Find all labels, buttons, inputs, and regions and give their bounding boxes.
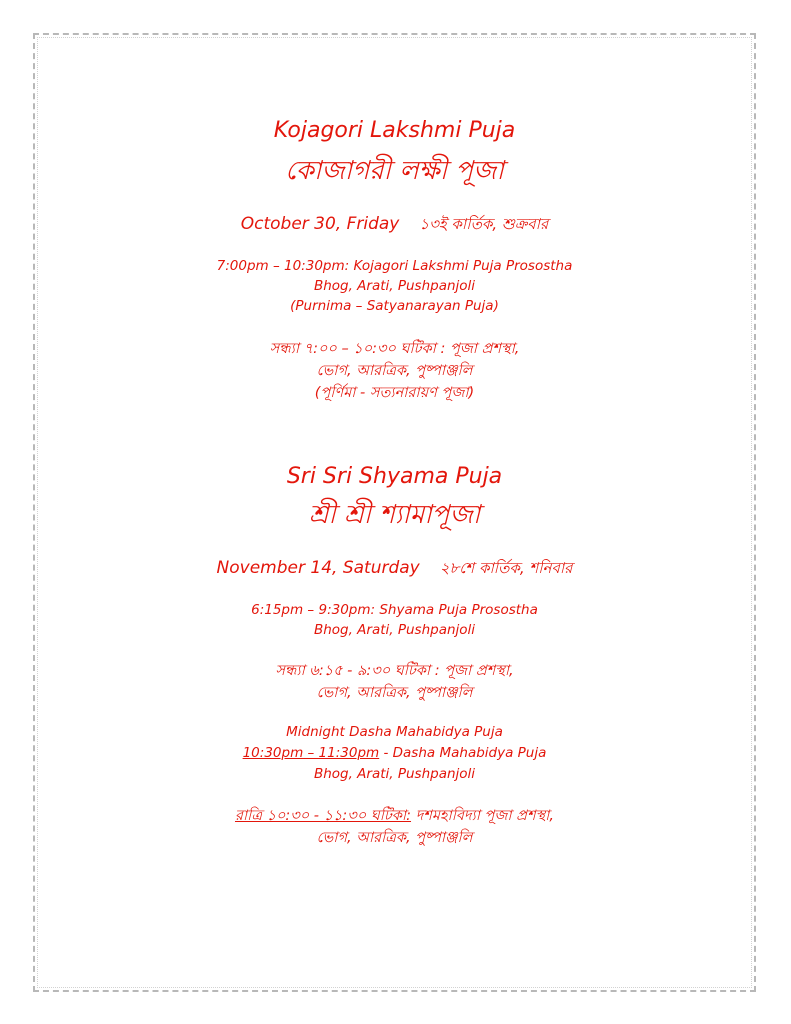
kojagori-title-bn: কোজাগরী লক্ষী পূজা xyxy=(285,156,504,186)
midnight-desc-bn: দশমহাবিদ্যা পূজা প্রশস্থা, xyxy=(411,808,554,824)
kojagori-date-bn: ১৩ই কার্তিক, শুক্রবার xyxy=(419,215,549,233)
midnight-time-line-en xyxy=(33,745,756,761)
shyama-date xyxy=(33,557,756,582)
shyama-date-en: November 14, Saturday xyxy=(216,558,420,578)
kojagori-schedule-en-3: (Purnima – Satyanarayan Puja) xyxy=(290,298,499,314)
kojagori-date-en: October 30, Friday xyxy=(240,214,400,234)
kojagori-title-en: Kojagori Lakshmi Puja xyxy=(273,118,516,143)
midnight-time-bn: রাত্রি ১০:৩০ - ১১:৩০ ঘটিকা: xyxy=(234,808,412,824)
midnight-desc-en: - Dasha Mahabidya Puja xyxy=(379,745,547,761)
shyama-schedule-bn-1: সন্ধ্যা ৬:১৫ - ৯:৩০ ঘটিকা : পূজা প্রশস্থা, xyxy=(275,663,514,679)
kojagori-schedule-en-1: 7:00pm – 10:30pm: Kojagori Lakshmi Puja Prosostha xyxy=(216,258,573,274)
midnight-time-line-bn xyxy=(33,805,756,829)
midnight-line2-en: Bhog, Arati, Pushpanjoli xyxy=(313,766,476,782)
kojagori-date xyxy=(33,213,756,238)
kojagori-schedule-bn-3: (পূর্ণিমা - সত্যনারায়ণ পূজা) xyxy=(314,385,475,401)
shyama-schedule-en-2: Bhog, Arati, Pushpanjoli xyxy=(313,622,476,638)
midnight-time-en: 10:30pm – 11:30pm xyxy=(242,745,380,761)
midnight-line2-bn: ভোগ, আরত্রিক, পুষ্পাঞ্জলি xyxy=(316,830,473,846)
shyama-schedule-bn-2: ভোগ, আরত্রিক, পুষ্পাঞ্জলি xyxy=(316,685,473,701)
shyama-title-en: Sri Sri Shyama Puja xyxy=(286,464,503,489)
shyama-date-bn: ২৮শে কার্তিক, শনিবার xyxy=(439,559,573,577)
shyama-title-bn: শ্রী শ্রী শ্যামাপূজা xyxy=(308,500,481,530)
kojagori-schedule-en-2: Bhog, Arati, Pushpanjoli xyxy=(313,278,476,294)
kojagori-schedule-bn-1: সন্ধ্যা ৭:০০ – ১০:৩০ ঘটিকা : পূজা প্রশস্থা, xyxy=(269,341,520,357)
midnight-title: Midnight Dasha Mahabidya Puja xyxy=(286,724,503,740)
shyama-schedule-en-1: 6:15pm – 9:30pm: Shyama Puja Prosostha xyxy=(251,602,538,618)
kojagori-schedule-bn-2: ভোগ, আরত্রিক, পুষ্পাঞ্জলি xyxy=(316,363,473,379)
